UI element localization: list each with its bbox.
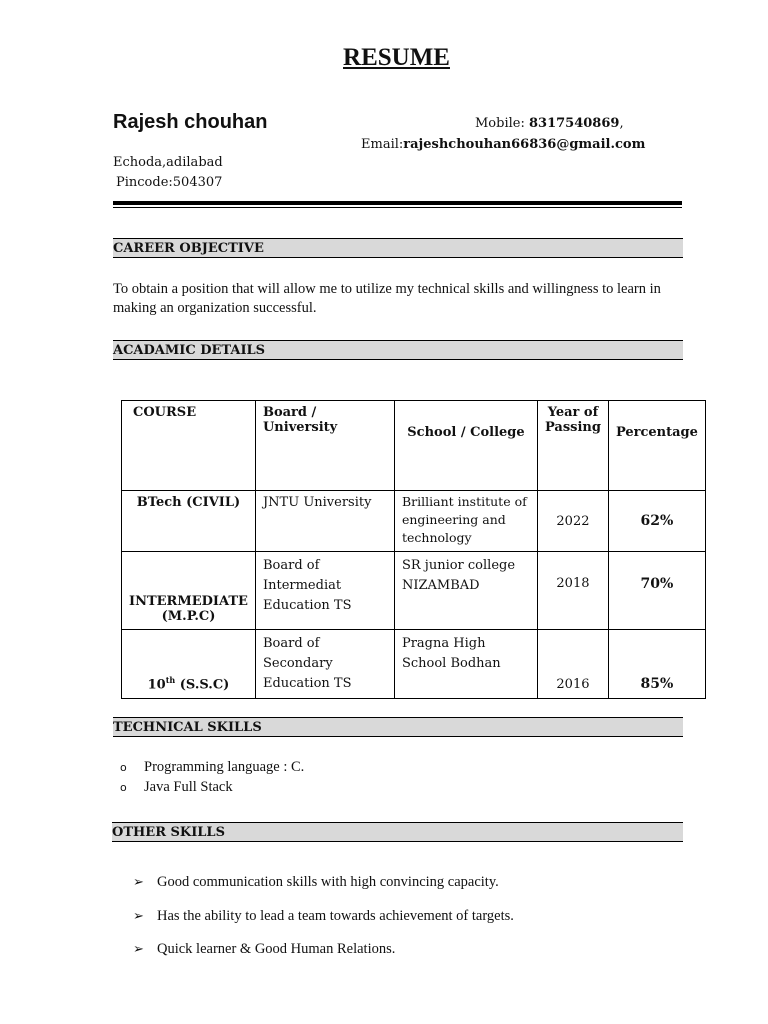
arrow-bullet-icon: ➢ bbox=[133, 908, 144, 924]
technical-skills-list bbox=[120, 759, 304, 799]
cell-school: Pragna High School Bodhan bbox=[394, 630, 537, 699]
mobile-number: 8317540869 bbox=[528, 116, 620, 131]
section-heading-other: OTHER SKILLS bbox=[112, 822, 683, 842]
mobile-line bbox=[475, 116, 624, 131]
course-rest: (S.S.C) bbox=[175, 677, 230, 692]
table-row bbox=[122, 630, 706, 699]
section-heading-career: CAREER OBJECTIVE bbox=[113, 238, 683, 258]
cell-board: Board of Intermediat Education TS bbox=[255, 552, 394, 630]
career-objective-text: To obtain a position that will allow me to utilize my technical skills and willingness to learn in making an organization successful. bbox=[113, 281, 661, 316]
resume-title: RESUME bbox=[343, 44, 450, 71]
list-item-text: Programming language : C. bbox=[144, 759, 305, 775]
circle-bullet-icon: o bbox=[120, 761, 127, 774]
candidate-name: Rajesh chouhan bbox=[113, 111, 268, 133]
cell-year: 2022 bbox=[537, 491, 608, 552]
section-heading-technical: TECHNICAL SKILLS bbox=[113, 717, 683, 737]
email-address: rajeshchouhan66836@gmail.com bbox=[403, 137, 646, 152]
address-line-2: Pincode:504307 bbox=[116, 175, 223, 190]
column-header-board: Board / University bbox=[255, 401, 394, 491]
list-item bbox=[120, 759, 304, 779]
cell-board: JNTU University bbox=[255, 491, 394, 552]
mobile-suffix: , bbox=[619, 116, 624, 131]
course-sup: th bbox=[165, 674, 176, 685]
cell-school: Brilliant institute of engineering and technology bbox=[394, 491, 537, 552]
cell-percentage: 85% bbox=[608, 630, 705, 699]
table-header-row bbox=[122, 401, 706, 491]
column-header-course: COURSE bbox=[122, 401, 256, 491]
list-item-text: Java Full Stack bbox=[144, 779, 233, 795]
table-row bbox=[122, 552, 706, 630]
section-heading-academic: ACADAMIC DETAILS bbox=[113, 340, 683, 360]
list-item bbox=[133, 874, 514, 908]
column-header-year: Year of Passing bbox=[537, 401, 608, 491]
list-item-text: Quick learner & Good Human Relations. bbox=[157, 941, 396, 957]
cell-school: SR junior college NIZAMBAD bbox=[394, 552, 537, 630]
academic-table bbox=[121, 400, 706, 699]
email-line bbox=[361, 137, 645, 152]
cell-percentage: 62% bbox=[608, 491, 705, 552]
cell-course bbox=[122, 630, 256, 699]
cell-course: INTERMEDIATE (M.P.C) bbox=[122, 552, 256, 630]
list-item bbox=[133, 908, 514, 942]
list-item-text: Has the ability to lead a team towards achievement of targets. bbox=[157, 907, 514, 924]
cell-course: BTech (CIVIL) bbox=[122, 491, 256, 552]
cell-percentage: 70% bbox=[608, 552, 705, 630]
cell-board: Board of Secondary Education TS bbox=[255, 630, 394, 699]
arrow-bullet-icon: ➢ bbox=[133, 942, 144, 957]
list-item bbox=[133, 941, 514, 975]
email-label: Email: bbox=[361, 137, 404, 152]
arrow-bullet-icon: ➢ bbox=[133, 875, 144, 890]
mobile-label: Mobile: bbox=[475, 116, 529, 131]
header-divider-thick bbox=[113, 201, 682, 205]
address-line-1: Echoda,adilabad bbox=[113, 155, 223, 170]
header-divider-thin bbox=[113, 207, 682, 208]
circle-bullet-icon: o bbox=[120, 781, 127, 794]
cell-year: 2018 bbox=[537, 552, 608, 630]
list-item bbox=[120, 779, 304, 799]
column-header-percentage: Percentage bbox=[608, 401, 705, 491]
course-main: 10 bbox=[147, 677, 166, 692]
other-skills-list bbox=[133, 874, 514, 975]
table-row bbox=[122, 491, 706, 552]
column-header-school: School / College bbox=[394, 401, 537, 491]
list-item-text: Good communication skills with high convincing capacity. bbox=[157, 874, 499, 890]
cell-year: 2016 bbox=[537, 630, 608, 699]
